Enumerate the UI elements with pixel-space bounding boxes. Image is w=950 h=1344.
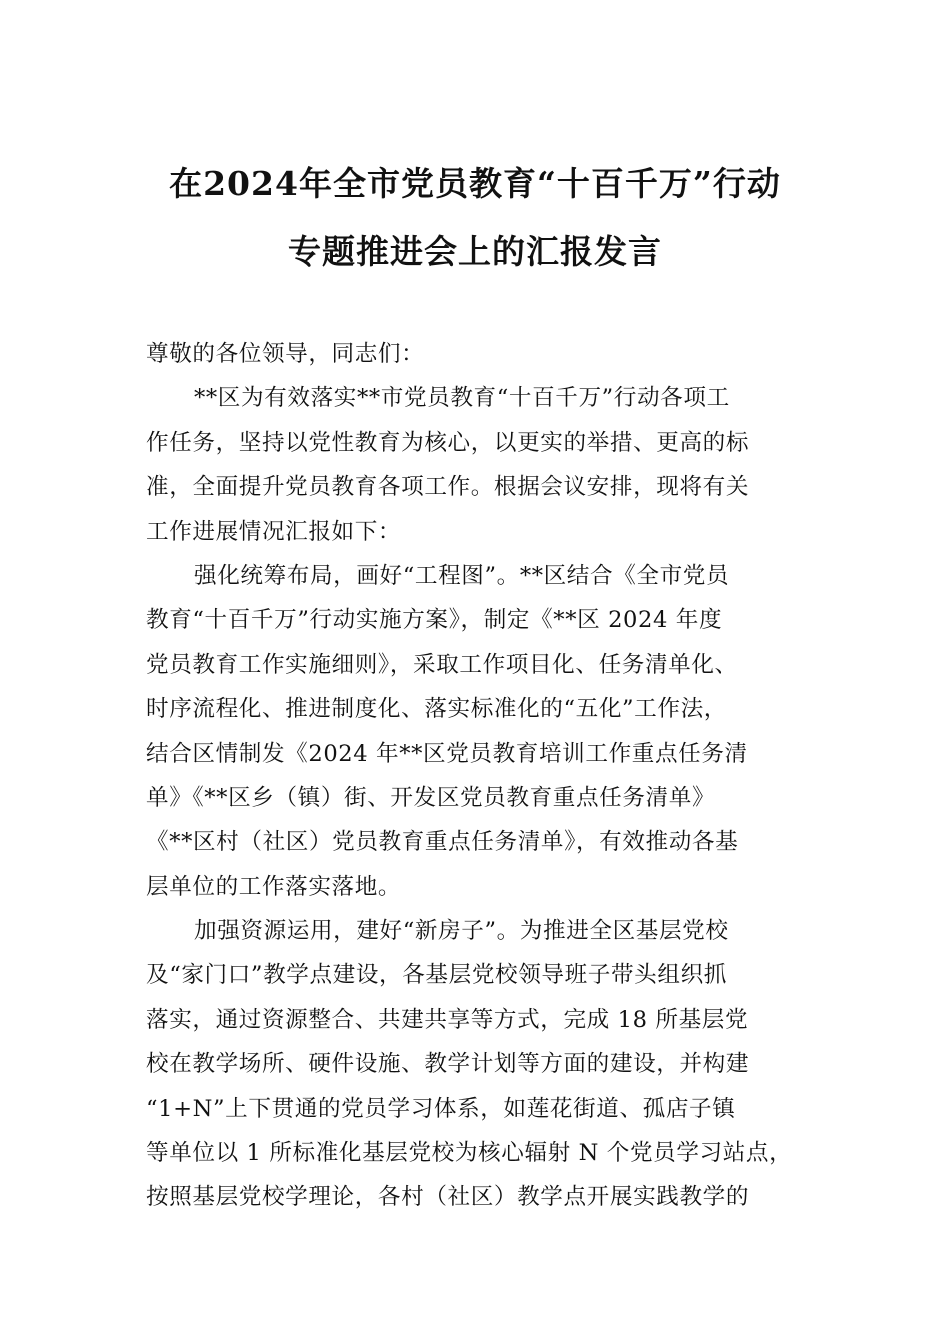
paragraph-line: 层单位的工作落实落地。 — [146, 873, 402, 900]
paragraph-line: 作任务，坚持以党性教育为核心，以更实的举措、更高的标 — [146, 429, 750, 456]
paragraph-line: 校在教学场所、硬件设施、教学计划等方面的建设，并构建 — [146, 1051, 750, 1078]
paragraph-line: 结合区情制发《2024 年**区党员教育培训工作重点任务清 — [146, 740, 748, 767]
paragraph-line: 强化统筹布局，画好“工程图”。**区结合《全市党员 — [194, 562, 730, 589]
paragraph-line: 落实，通过资源整合、共建共享等方式，完成 18 所基层党 — [146, 1006, 749, 1033]
document-title-line-2: 专题推进会上的汇报发言 — [288, 232, 662, 271]
paragraph-line: 时序流程化、推进制度化、落实标准化的“五化”工作法， — [146, 696, 727, 723]
paragraph-line: 加强资源运用，建好“新房子”。为推进全区基层党校 — [194, 918, 729, 945]
paragraph-line: 按照基层党校学理论，各村（社区）教学点开展实践教学的 — [146, 1184, 750, 1211]
paragraph-line: 单》《**区乡（镇）街、开发区党员教育重点任务清单》 — [146, 784, 716, 811]
document-body — [146, 332, 816, 1220]
paragraph-line: 《**区村（社区）党员教育重点任务清单》，有效推动各基 — [146, 829, 739, 856]
document-title-line-1: 在2024年全市党员教育“十百千万”行动 — [169, 164, 781, 203]
paragraph-line: 等单位以 1 所标准化基层党校为核心辐射 N 个党员学习站点， — [146, 1140, 793, 1167]
paragraph-line: 党员教育工作实施细则》，采取工作项目化、任务清单化、 — [146, 651, 738, 678]
paragraph-line: 工作进展情况汇报如下： — [146, 518, 402, 545]
paragraph-line: **区为有效落实**市党员教育“十百千万”行动各项工 — [194, 385, 730, 412]
paragraph-line: 及“家门口”教学点建设，各基层党校领导班子带头组织抓 — [146, 962, 727, 989]
paragraph-line: 教育“十百千万”行动实施方案》，制定《**区 2024 年度 — [146, 607, 723, 634]
paragraph-line: “1+N”上下贯通的党员学习体系，如莲花街道、孤店子镇 — [146, 1095, 736, 1122]
paragraph-line: 准，全面提升党员教育各项工作。根据会议安排，现将有关 — [146, 474, 750, 501]
salutation: 尊敬的各位领导，同志们： — [146, 341, 425, 367]
